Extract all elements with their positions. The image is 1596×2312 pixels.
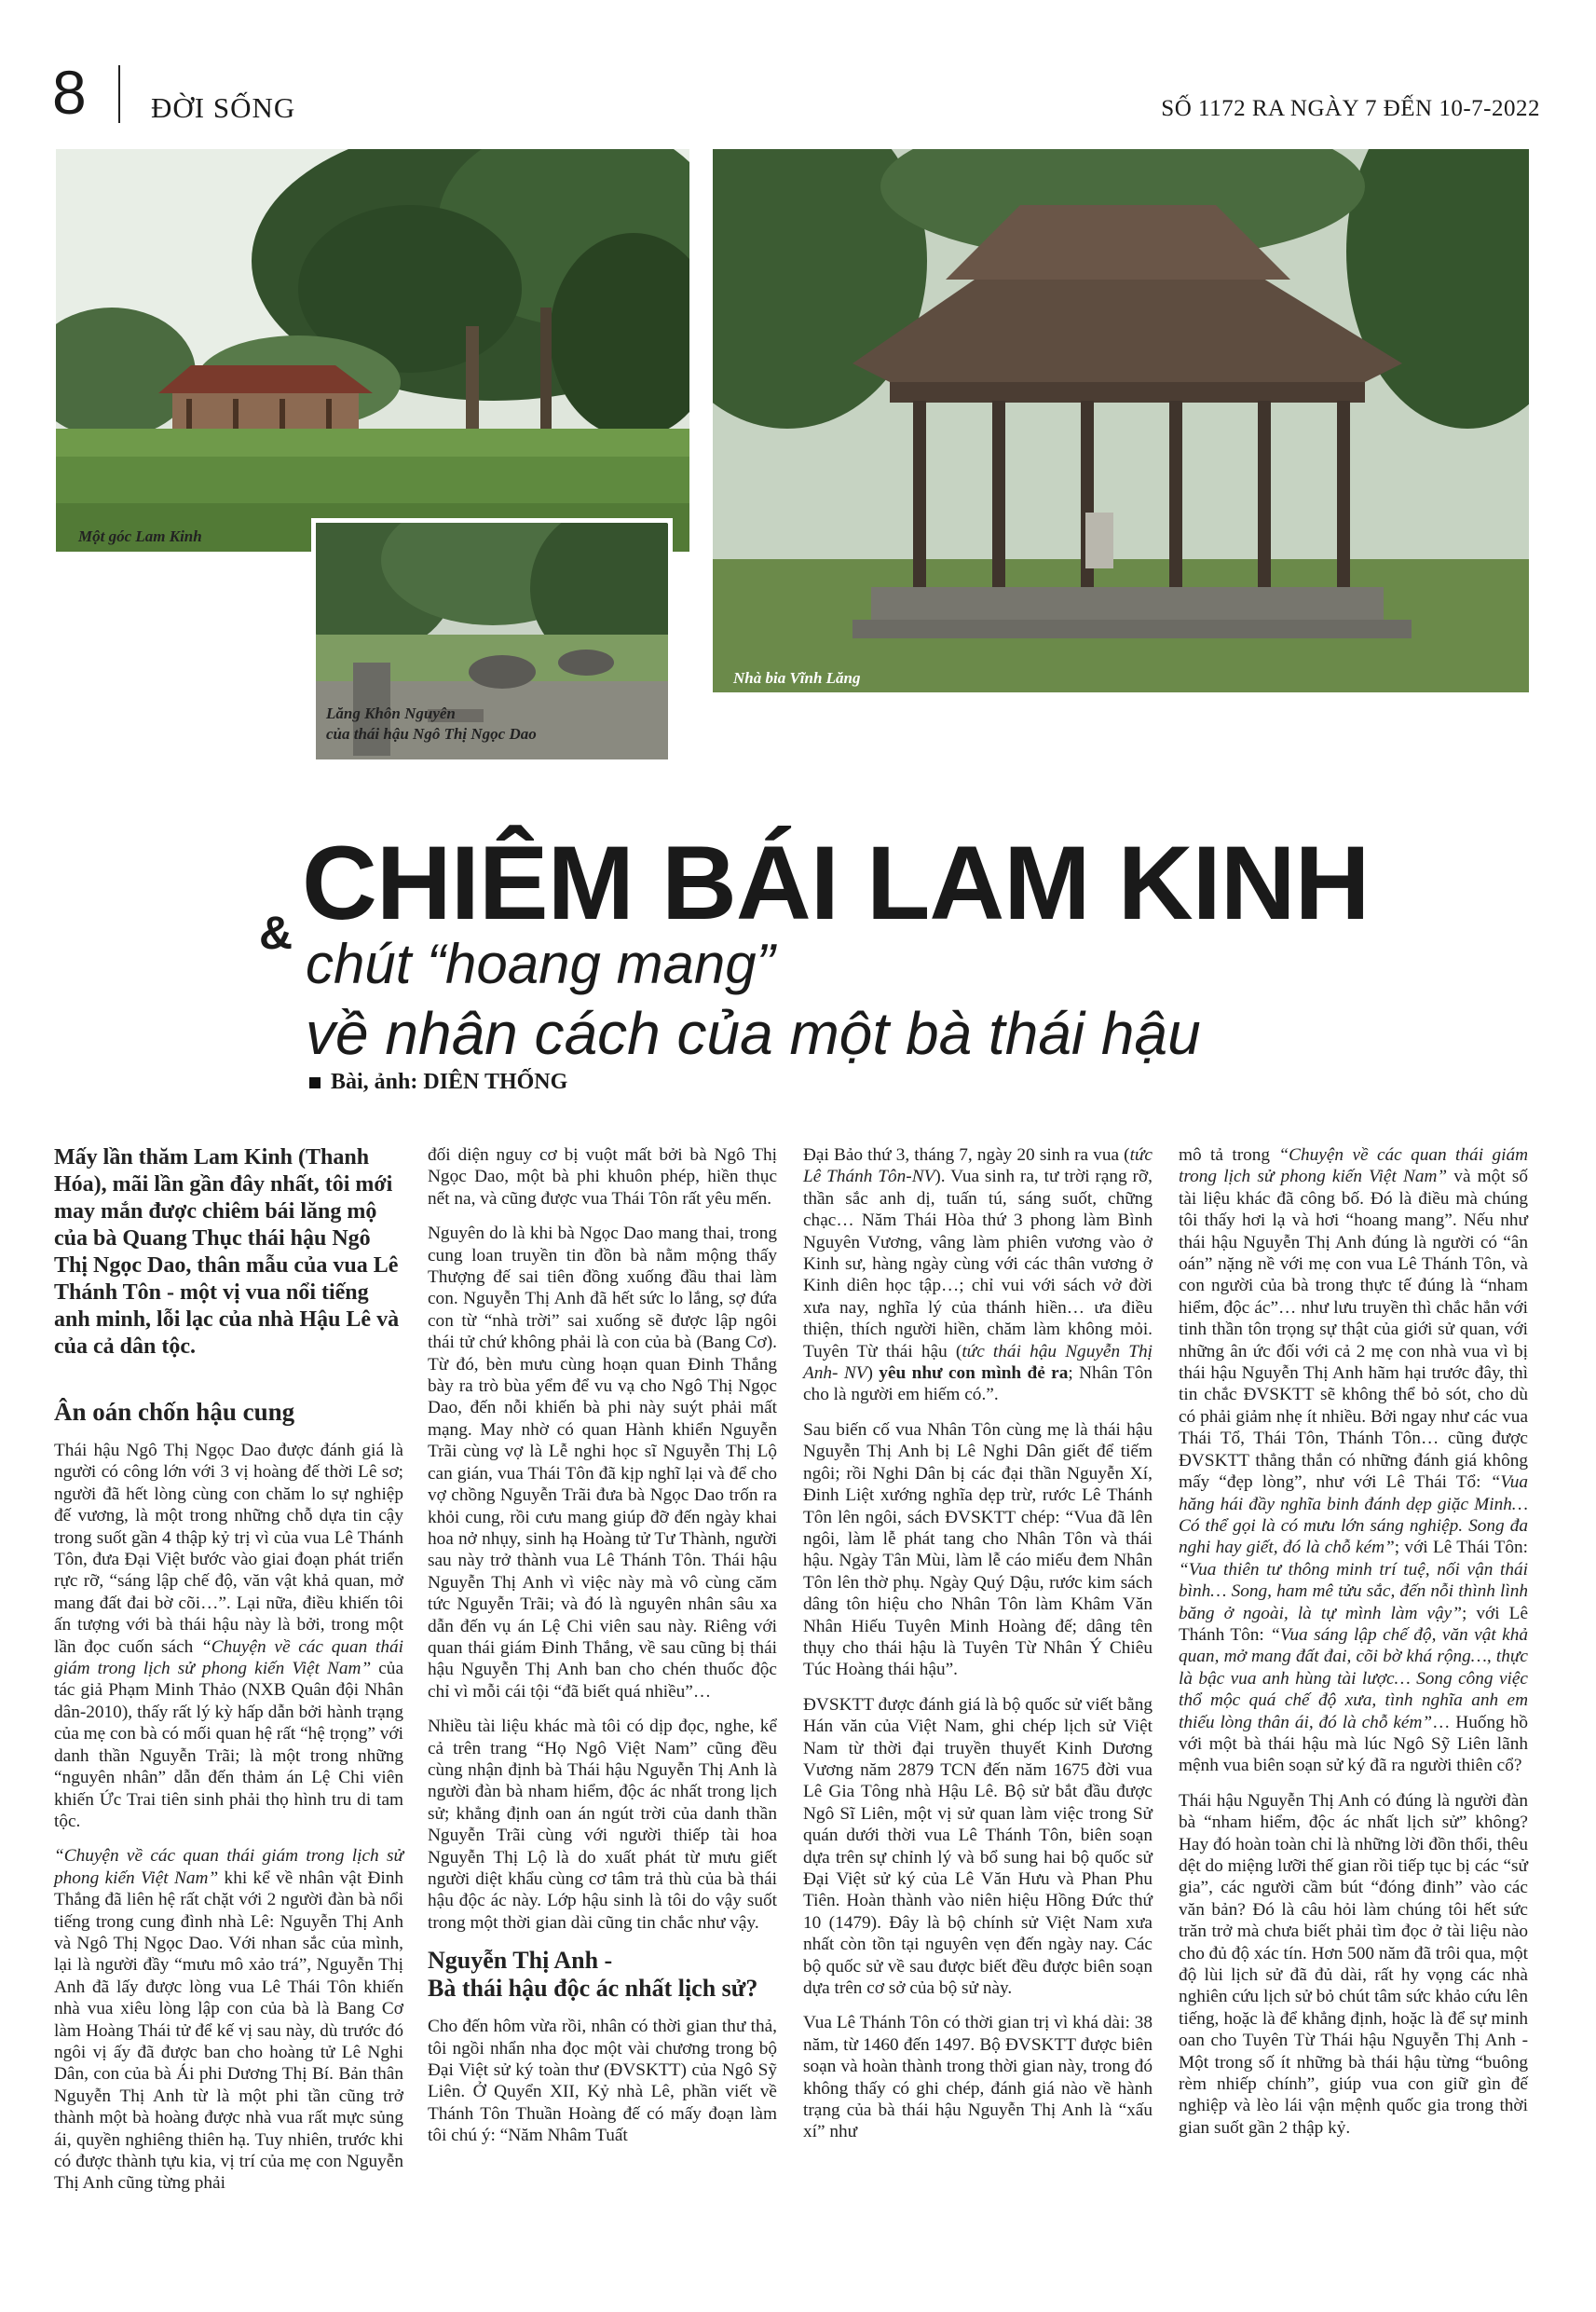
byline: Bài, ảnh: DIÊN THỐNG	[331, 1070, 568, 1094]
lead-paragraph: Mấy lần thăm Lam Kinh (Thanh Hóa), mãi lần gần đây nhất, tôi mới may mắn được chiêm bái lăng mộ của bà Quang Thục thái hậu Ngô Thị Ngọc Dao, thân mẫu của vua Lê Thánh Tôn - một vị vua nổi tiếng anh minh, lỗi lạc của nhà Hậu Lê và của cả dân tộc.	[54, 1145, 400, 1359]
page-number: 8	[52, 58, 87, 127]
photo-caption: Một góc Lam Kinh	[78, 527, 202, 545]
photo-caption: Nhà bia Vĩnh Lăng	[733, 669, 861, 687]
article-subtitle: về nhân cách của một bà thái hậu	[306, 1000, 1201, 1067]
article-column-1	[54, 1144, 403, 2208]
header-divider	[118, 65, 120, 123]
body-paragraph: Sau biến cố vua Nhân Tôn cùng mẹ là thái hậu Nguyễn Thị Anh bị Lê Nghi Dân giết để tiếm ngôi; rồi Nghi Dân bị các đại thần Nguyễn Xí, Đinh Liệt xướng nghĩa dẹp trừ, rước Lê Thánh Tôn lên ngôi, sách ĐVSKTT chép: “Vua đã lên ngôi, làm lễ phát tang cho Nhân Tôn và thái hậu. Ngày Tân Mùi, làm lễ cáo miếu đem Nhân Tôn lên thờ phụ. Ngày Quý Dậu, rước kim sách dâng tôn hiệu cho Nhân Tôn làm Khâm Văn Nhân Hiếu Tuyên Minh Hoàng đế; dâng tên thụy cho thái hậu là Tuyên Từ Nhân Ý Chiêu Túc Hoàng thái hậu”.	[803, 1419, 1153, 1680]
body-paragraph: mô tả trong “Chuyện về các quan thái giám trong lịch sử phong kiến Việt Nam” và một số tài liệu khác đã công bố. Đó là điều mà chúng tôi thấy hơi lạ và hơi “hoang mang”. Nếu như thái hậu Nguyễn Thị Anh đúng là người có “ân oán” nặng nề với mẹ con vua Lê Thánh Tôn, và con người của bà trong thực tế đúng là “nham hiểm, độc ác”… như lưu truyền thì chắc hẳn với tinh thần tôn trọng sự thật của giới sử quan, với những ân ức đối với cả 2 mẹ con nhà vua vì bị thái hậu Nguyễn Thị Anh hãm hại trước đây, thì tin chắc ĐVSKTT sẽ không thể bỏ sót, cho dù có phải giảm nhẹ ít nhiều. Bởi ngay như các vua Thái Tổ, Thái Tôn, Thánh Tôn… cũng được ĐVSKTT thẳng thắn có những đánh giá không mấy “đẹp lòng”, như với Lê Thái Tổ: “Vua hăng hái đầy nghĩa binh đánh dẹp giặc Minh…Có thể gọi là có mưu lớn sáng nghiệp. Song đa nghi hay giết, đó là chỗ kém”; với Lê Thái Tôn: “Vua thiên tư thông minh trí tuệ, nối vận thái bình… Song, ham mê tửu sắc, đến nỗi thình lình băng ở ngoài, là tự mình làm vậy”; với Lê Thánh Tôn: “Vua sáng lập chế độ, văn vật khả quan, mở mang đất đai, cõi bờ khá rộng…, thực là bậc vua anh hùng tài lược… Song công việc thổ mộc quá chế độ xưa, tình nghĩa anh em thiếu lòng thân ái, đó là chỗ kém”… Huống hồ với một bà thái hậu mà lúc Ngô Sỹ Liên lãnh mệnh vua biên soạn sử ký đã ra người thiên cổ?	[1179, 1145, 1529, 1776]
photo-caption: của thái hậu Ngô Thị Ngọc Dao	[326, 725, 537, 743]
body-paragraph: “Chuyện về các quan thái giám trong lịch sử phong kiến Việt Nam” khi kể về nhân vật Đinh Thắng đã liên hệ rất chặt với 2 người đàn bà nổi tiếng trong cung đình nhà Lê: Nguyễn Thị Anh và Ngô Thị Ngọc Dao. Với nhan sắc của mình, lại là người đầy “mưu mô xảo trá”, Nguyễn Thị Anh đã lấy được lòng vua Lê Thái Tôn khiến nhà vua xiêu lòng lập con của bà là Bang Cơ làm Hoàng Thái tử để kế vị sau này, dù trước đó ngôi vị ấy đã được ban cho hoàng tử Lê Nghi Dân, con của bà Ái phi Dương Thị Bí. Bản thân Nguyễn Thị Anh từ là một phi tần cũng trở thành một bà hoàng được nhà vua rất mực sủng ái, quyền nghiêng thiên hạ. Tuy nhiên, trước khi có được thành tựu kia, vị trí của mẹ con Nguyễn Thị Anh cũng từng phải	[54, 1846, 404, 2194]
byline-bullet	[309, 1077, 321, 1088]
section-heading: Nguyễn Thị Anh - Bà thái hậu độc ác nhất lịch sử?	[428, 1947, 758, 2003]
photo-caption: Lăng Khôn Nguyên	[326, 705, 456, 722]
body-paragraph: Thái hậu Ngô Thị Ngọc Dao được đánh giá là người có công lớn với 3 vị hoàng đế thời Lê sơ; người đã hết lòng cùng con chăm lo sự nghiệp đế vương, là một trong những chỗ dựa tin cậy trong suốt gần 4 thập kỷ trị vì của vua Lê Thánh Tôn, đưa Đại Việt bước vào giai đoạn phát triển rực rỡ, “sáng lập chế độ, văn vật khả quan, mở mang đất đai bờ cõi…”. Lại nữa, điều khiến tôi ấn tượng với bà thái hậu này là bởi, trong một lần đọc cuốn sách “Chuyện về các quan thái giám trong lịch sử phong kiến Việt Nam” của tác giả Phạm Minh Thảo (NXB Quân đội Nhân dân-2010), thấy rất lý kỳ hấp dẫn bởi hành trạng của mẹ con bà có mối quan hệ rất “hệ trọng” với danh thần Nguyễn Trãi; là một trong những “nguyên nhân” dẫn đến thảm án Lệ Chi viên khiến Ức Trai tiên sinh phải thọ hình tru di tam tộc.	[54, 1441, 404, 1831]
body-paragraph: Đại Bảo thứ 3, tháng 7, ngày 20 sinh ra vua (tức Lê Thánh Tôn-NV). Vua sinh ra, tư trời rạng rỡ, thần sắc anh dị, tuấn tú, sáng suốt, chững chạc… Năm Thái Hòa thứ 3 phong làm Bình Nguyên Vương, vâng làm phiên vương vào ở Kinh sư, hàng ngày cùng với các thân vương ở Kinh diên học tập…; chỉ vui với sách vở đời xưa nay, nghĩa lý của thánh hiền… ưa điều thiện, thích người hiền, chăm làm không mỏi. Tuyên Từ thái hậu (tức thái hậu Nguyễn Thị Anh- NV) yêu như con mình đẻ ra; Nhân Tôn cho là người em hiếm có.”.	[803, 1145, 1153, 1405]
body-paragraph: Vua Lê Thánh Tôn có thời gian trị vì khá dài: 38 năm, từ 1460 đến 1497. Bộ ĐVSKTT được biên soạn và hoàn thành trong thời gian này, trong đó không thấy có ghi chép, đánh giá nào về hành trạng của bà thái hậu Nguyễn Thị Anh là “xấu xí” như	[803, 2013, 1153, 2142]
body-paragraph: Thái hậu Nguyễn Thị Anh có đúng là người đàn bà “nham hiểm, độc ác nhất lịch sử” không? Hay đó hoàn toàn chỉ là những lời đồn thổi, thêu dệt do miệng lưỡi thế gian rồi tiếp tục bị các “sử gia”, các người cầm bút “đóng đinh” vào các văn bản? Đó là câu hỏi làm chúng tôi hết sức trăn trở mà chưa biết phải tìm đọc ở tài liệu nào cho đủ độ xác tín. Hơn 500 năm đã trôi qua, một độ lùi lịch sử đã đủ dài, rất hy vọng các nhà nghiên cứu lịch sử bỏ chút tâm sức khảo cứu lên tiếng, hoặc là để khẳng định, hoặc là để sự minh oan cho Tuyên Từ Thái hậu Nguyễn Thị Anh - Một trong số ít những bà thái hậu từng “buông rèm nhiếp chính”, giúp vua con giữ gìn đế nghiệp và lèo lái vận mệnh quốc gia trong thời gian suốt gần 2 thập kỷ.	[1179, 1790, 1528, 2138]
article-subtitle: chút “hoang mang”	[306, 933, 775, 995]
body-paragraph: Nguyên do là khi bà Ngọc Dao mang thai, trong cung loan truyền tin đồn bà nằm mộng thấy Thượng đế sai tiên đồng xuống đầu thai làm con. Nguyễn Thị Anh đã hết sức lo lắng, sợ đứa con từ “nhà trời” sai xuống sẽ được lập ngôi thái tử chứ không phải là con của bà (Bang Cơ). Từ đó, bèn mưu cùng hoạn quan Đinh Thắng bày ra trò bùa yểm để vu vạ cho Ngô Thị Ngọc Dao, đến nỗi khiến bà phi này suýt phải mất mạng. May nhờ có quan Hành khiển Nguyễn Trãi cùng vợ là Lễ nghi học sĩ Nguyễn Thị Lộ can gián, vua Thái Tôn đã kịp nghĩ lại và để cho vợ chồng Nguyễn Trãi đưa bà Ngọc Dao trốn ra khỏi cung, rồi cưu mang giúp đỡ đến ngày khai hoa nở nhụy, sinh hạ Hoàng tử Tư Thành, người sau này trở thành vua Lê Thánh Tôn. Thái hậu Nguyễn Thị Anh vì việc này mà vô cùng căm tức Nguyễn Trãi; và đó là nguyên nhân sâu xa dẫn đến vụ án Lệ Chi viên sau này. Riêng với quan thái giám Đinh Thắng, về sau cũng bị thái hậu Nguyễn Thị Anh ban cho chén thuốc độc chỉ vì mỗi cái tội “đã biết quá nhiều”…	[428, 1224, 777, 1702]
article-column-4	[1179, 1144, 1528, 2152]
article-column-3	[803, 1144, 1153, 2156]
article-title: CHIÊM BÁI LAM KINH	[302, 825, 1370, 941]
body-paragraph: đối diện nguy cơ bị vuột mất bởi bà Ngô Thị Ngọc Dao, một bà phi khuôn phép, hiền thục nết na, và cũng được vua Thái Tôn rất yêu mến.	[428, 1145, 777, 1209]
section-title: ĐỜI SỐNG	[151, 91, 296, 124]
body-paragraph: Nhiều tài liệu khác mà tôi có dịp đọc, nghe, kể cả trên trang “Họ Ngô Việt Nam” cũng đều cùng nhận định bà Thái hậu Nguyễn Thị Anh là người đàn bà nham hiểm, độc ác nhất trong lịch sử; khẳng định oan án ngút trời của danh thần Nguyễn Trãi cùng với người thiếp tài hoa Nguyễn Thị Lộ là do xuất phát từ mưu giết người diệt khẩu cùng cơ tâm trả thù của bà thái hậu độc ác này. Lớp hậu sinh là tôi do vậy suốt trong một thời gian dài cũng tin chắc như vậy.	[428, 1717, 777, 1933]
issue-date: SỐ 1172 RA NGÀY 7 ĐẾN 10-7-2022	[1161, 96, 1540, 121]
body-paragraph: Cho đến hôm vừa rồi, nhân có thời gian thư thả, tôi ngồi nhẩn nha đọc một vài chương trong bộ Đại Việt sử ký toàn thư (ĐVSKTT) của Ngô Sỹ Liên. Ở Quyển XII, Kỷ nhà Lê, phần viết về Thánh Tôn Thuần Hoàng đế có mấy đoạn làm tôi chú ý: “Năm Nhâm Tuất	[428, 2017, 777, 2146]
body-paragraph: ĐVSKTT được đánh giá là bộ quốc sử viết bằng Hán văn của Việt Nam, ghi chép lịch sử Việt Nam từ thời đại truyền thuyết Kinh Dương Vương năm 2879 TCN đến năm 1675 đời vua Lê Gia Tông nhà Hậu Lê. Bộ sử bắt đầu được Ngô Sĩ Liên, một vị sử quan làm việc trong Sử quán dưới thời vua Lê Thánh Tôn, biên soạn dựa trên sự chỉnh lý và bổ sung hai bộ quốc sử Đại Việt sử ký của Lê Văn Hưu và Phan Phu Tiên. Hoàn thành vào niên hiệu Hồng Đức thứ 10 (1479). Đây là bộ chính sử Việt Nam xưa nhất còn tồn tại nguyên vẹn đến ngày nay. Các bộ quốc sử về sau được biết đều được biên soạn dựa trên cơ sở của bộ sử này.	[803, 1694, 1153, 1999]
title-ampersand: &	[259, 907, 293, 959]
section-heading: Ân oán chốn hậu cung	[54, 1398, 295, 1426]
photo-lam-kinh	[56, 149, 689, 552]
article-column-2	[428, 1144, 777, 2160]
photo-vinh-lang-stele-house	[713, 149, 1529, 692]
